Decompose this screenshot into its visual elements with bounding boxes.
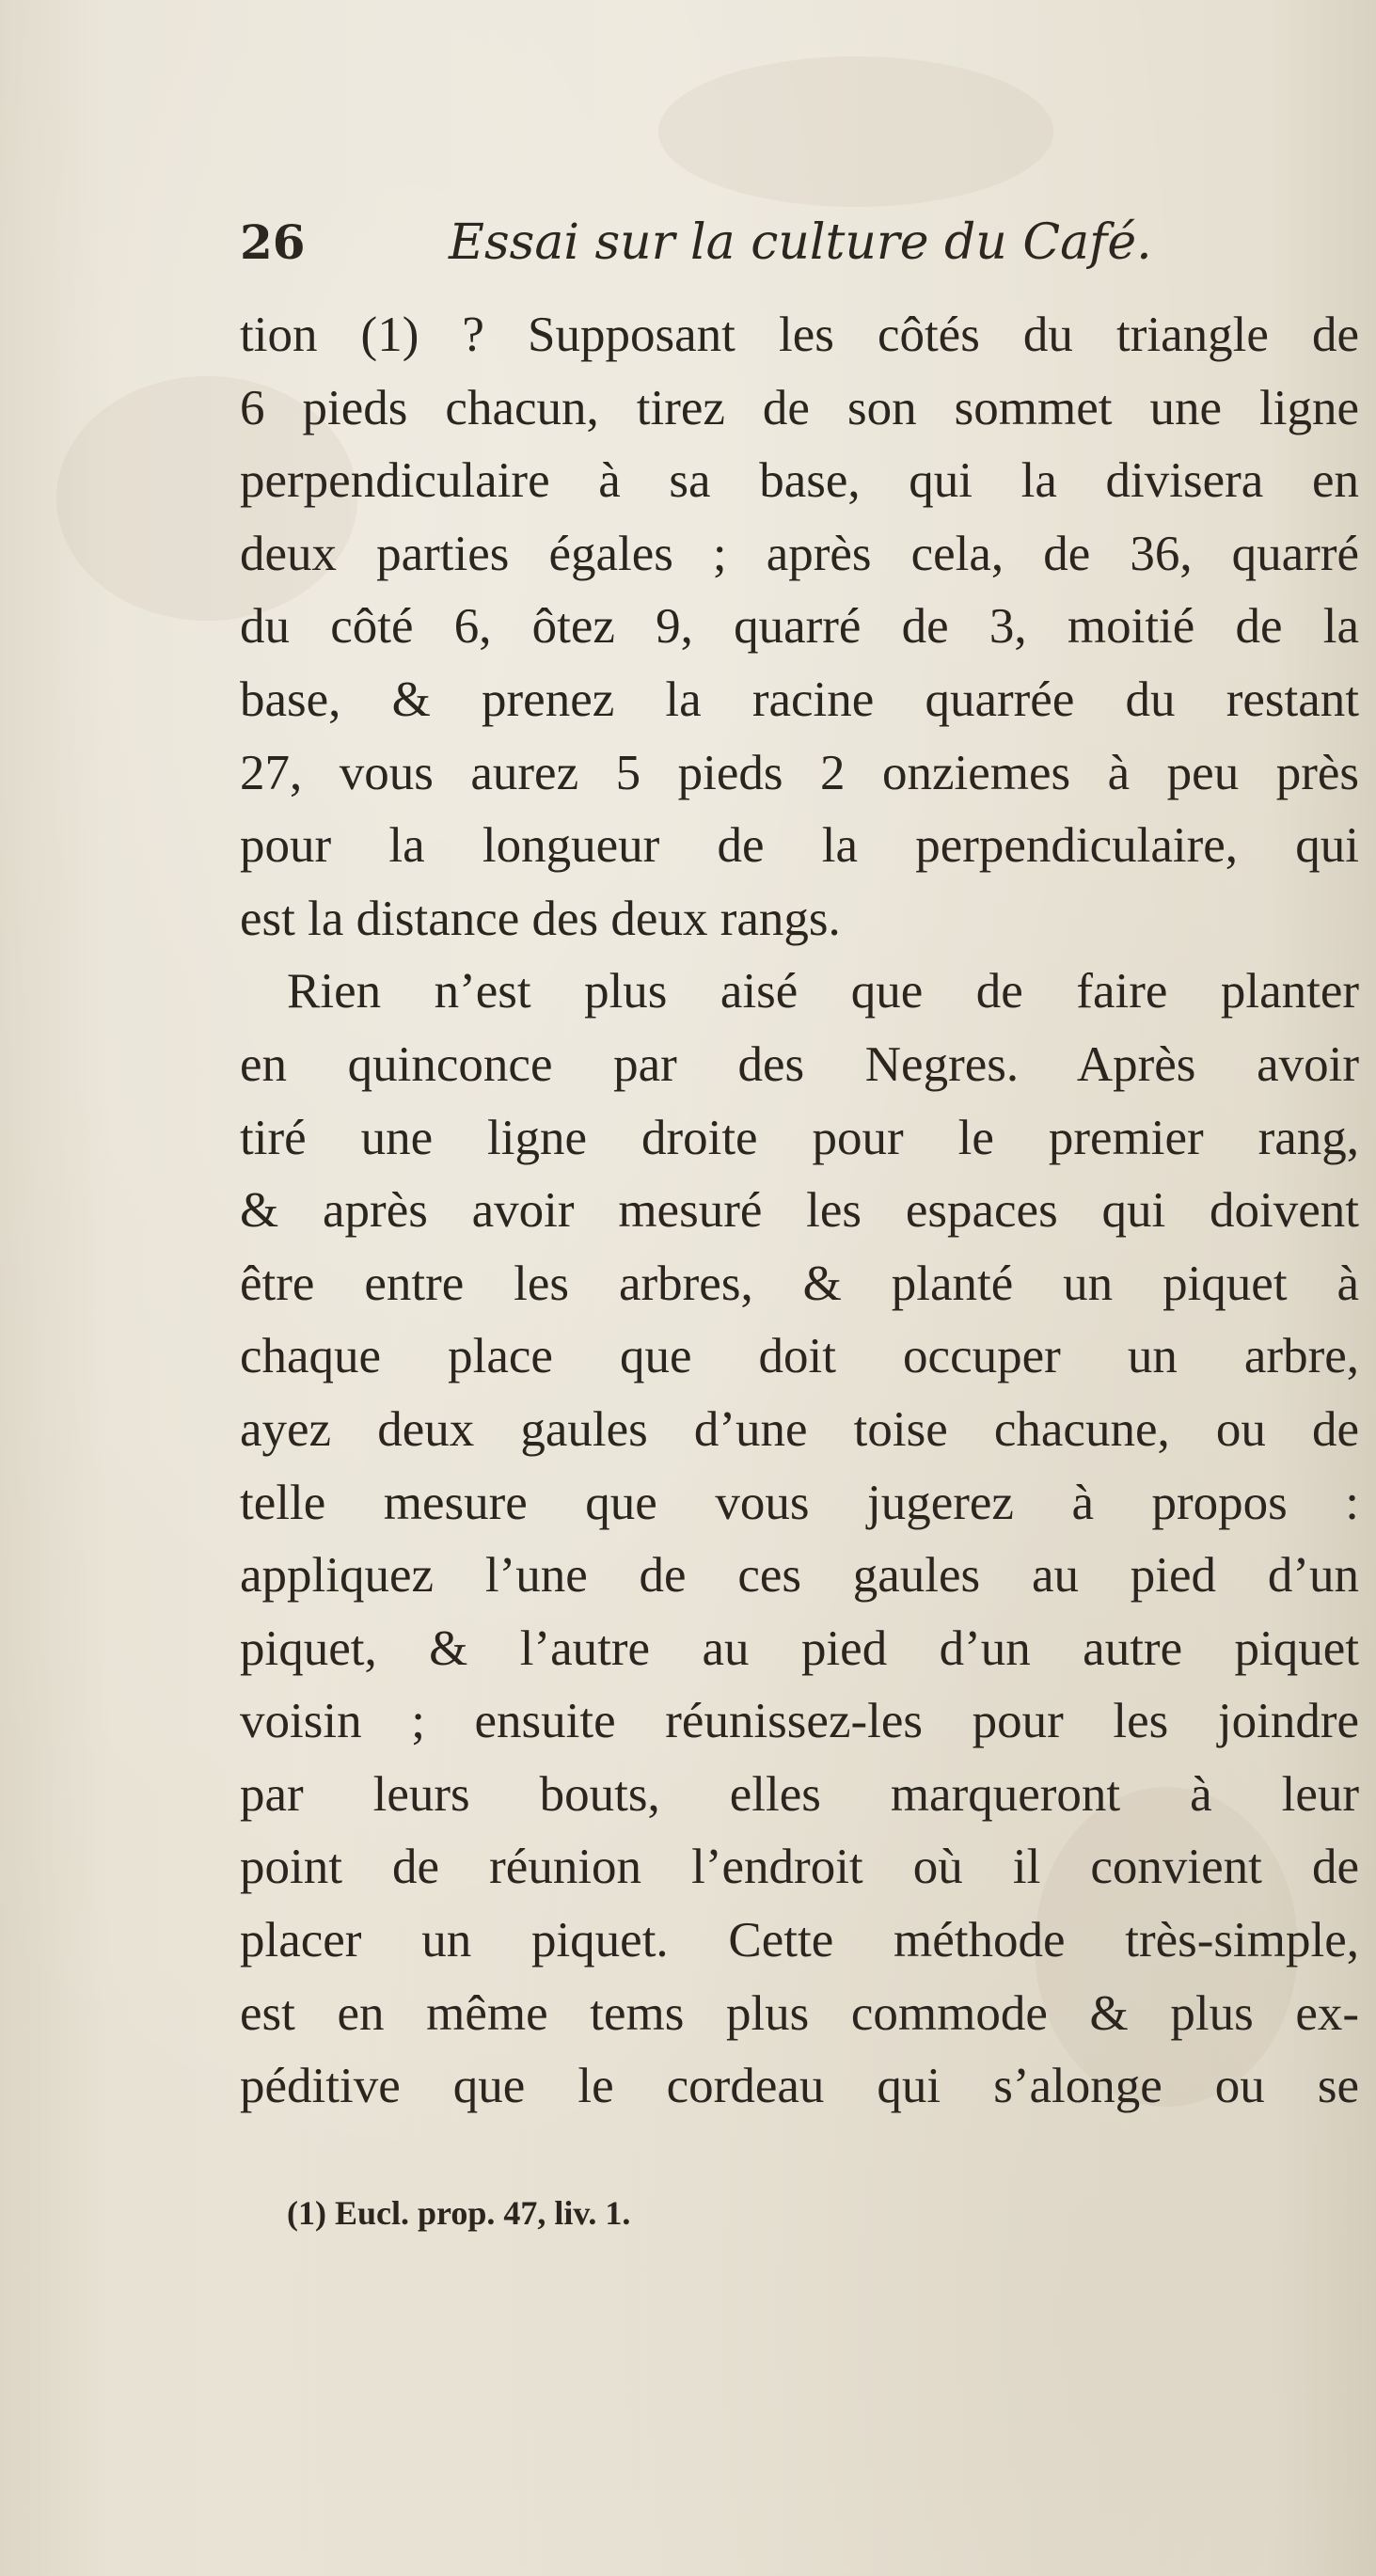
paragraph-end-line: est la distance des deux rangs. (240, 891, 841, 946)
text-line: par leurs bouts, elles marqueront à leur (240, 1766, 1359, 1822)
text-line: tiré une ligne droite pour le premier rang, (240, 1110, 1359, 1165)
text-line: perpendiculaire à sa base, qui la divisera en (240, 453, 1359, 509)
text-line: telle mesure que vous jugerez à propos : (240, 1475, 1359, 1530)
running-header (240, 214, 1180, 280)
text-line: & après avoir mesuré les espaces qui doivent (240, 1183, 1359, 1239)
page-number: 26 (240, 214, 306, 270)
text-line: piquet, & l’autre au pied d’un autre piquet (240, 1620, 1359, 1676)
text-line: être entre les arbres, & planté un piquet à (240, 1256, 1359, 1311)
text-line: péditive que le cordeau qui s’alonge ou se (240, 2059, 1359, 2114)
text-line: pour la longueur de la perpendiculaire, qui (240, 818, 1359, 874)
text-line: du côté 6, ôtez 9, quarré de 3, moitié de la (240, 599, 1359, 655)
text-line: voisin ; ensuite réunissez-les pour les joindre (240, 1694, 1359, 1749)
text-line: est en même tems plus commode & plus ex- (240, 1985, 1359, 2041)
paragraph-start-line: Rien n’est plus aisé que de faire planter (287, 964, 1359, 1019)
text-line: en quinconce par des Negres. Après avoir (240, 1036, 1359, 1092)
text-line: tion (1) ? Supposant les côtés du triangle de (240, 308, 1359, 362)
running-title: Essai sur la culture du Café. (449, 214, 1152, 271)
text-line: 27, vous aurez 5 pieds 2 onziemes à peu près (240, 745, 1359, 800)
text-line: placer un piquet. Cette méthode très-simple, (240, 1913, 1359, 1968)
paper-stain (658, 56, 1053, 207)
text-line: base, & prenez la racine quarrée du restant (240, 672, 1359, 727)
text-line: appliquez l’une de ces gaules au pied d’un (240, 1548, 1359, 1604)
body-text (240, 299, 1359, 2124)
text-line: 6 pieds chacun, tirez de son sommet une ligne (240, 380, 1359, 435)
footnote: (1) Eucl. prop. 47, liv. 1. (287, 2194, 631, 2232)
text-line: point de réunion l’endroit où il convient de (240, 1840, 1359, 1895)
text-line: deux parties égales ; après cela, de 36, quarré (240, 526, 1359, 581)
text-line: ayez deux gaules d’une toise chacune, ou de (240, 1401, 1359, 1457)
text-line: chaque place que doit occuper un arbre, (240, 1329, 1359, 1384)
